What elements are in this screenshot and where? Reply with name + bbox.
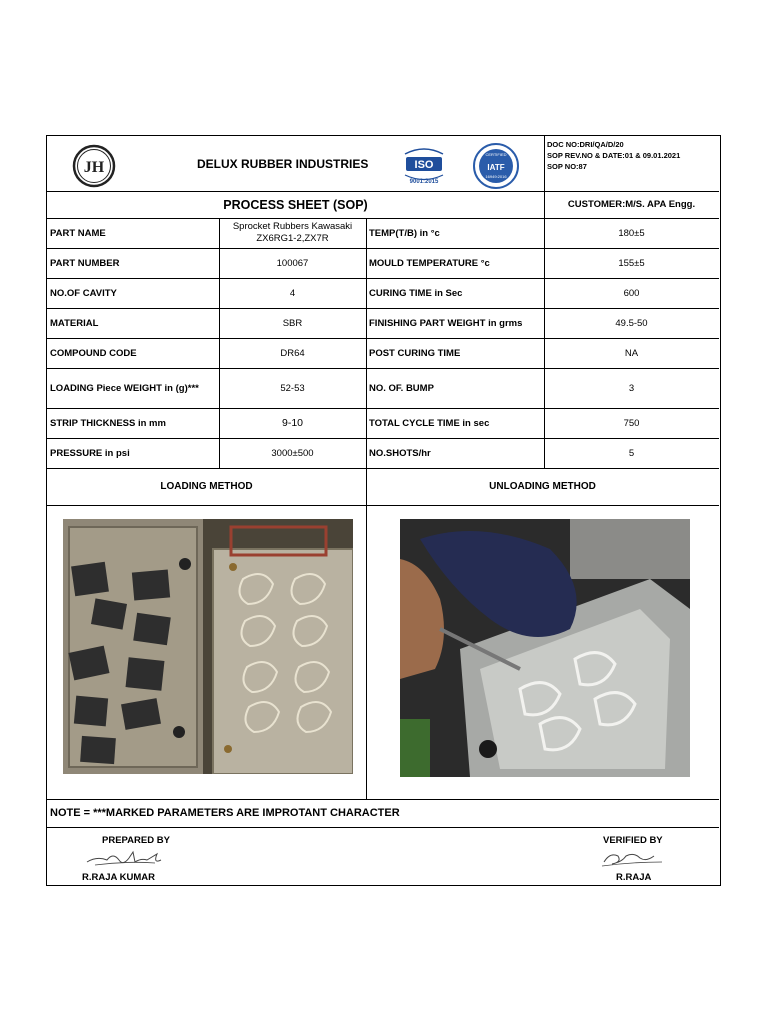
svg-text:ISO: ISO [414,159,434,171]
process-sheet [46,135,721,886]
row-param: CURING TIME in Sec [369,287,463,299]
unloading-method-photo [400,519,690,777]
prepared-by-signature [85,848,175,870]
verified-by-label: VERIFIED BY [603,834,663,846]
row-value: SBR [282,317,303,329]
row-param-value: 3 [628,382,635,394]
row-value: 52-53 [280,382,305,394]
row-label: COMPOUND CODE [50,347,137,359]
row-label: PART NUMBER [50,257,120,269]
row-param-value: NA [624,347,639,359]
prepared-by-name: R.RAJA KUMAR [82,871,156,883]
svg-text:CERTIFIED: CERTIFIED [485,152,507,157]
row-value: 100067 [276,257,309,269]
row-param: FINISHING PART WEIGHT in grms [369,317,523,329]
svg-text:JH: JH [83,159,105,176]
iatf-badge [471,142,521,190]
verified-by-signature [600,848,670,870]
loading-method-photo [63,519,353,774]
row-value [219,218,366,248]
row-label: MATERIAL [50,317,99,329]
row-param-value: 600 [623,287,640,299]
row-param: TOTAL CYCLE TIME in sec [369,417,490,429]
row-label: STRIP THICKNESS in mm [50,417,166,429]
row-label: PART NAME [50,227,106,239]
row-value: 3000±500 [271,447,314,459]
row-param-value: 5 [628,447,635,459]
sop-rev: SOP REV.NO & DATE:01 & 09.01.2021 [547,151,681,160]
svg-text:16949:2016: 16949:2016 [485,174,507,179]
prepared-by-label: PREPARED BY [102,834,170,846]
svg-text:9001:2015: 9001:2015 [409,179,439,185]
row-param: NO.SHOTS/hr [369,447,431,459]
row-param: POST CURING TIME [369,347,461,359]
note: NOTE = ***MARKED PARAMETERS ARE IMPROTANT CHARACTER [50,807,400,819]
row-label: NO.OF CAVITY [50,287,117,299]
row-param: TEMP(T/B) in °c [369,227,440,239]
row-label: LOADING Piece WEIGHT in (g)*** [50,382,199,394]
loading-method-heading: LOADING METHOD [160,481,253,492]
row-param: NO. OF. BUMP [369,382,434,394]
iso-badge [399,144,449,186]
row-value: 9-10 [281,417,303,429]
row-param: MOULD TEMPERATURE °c [369,257,490,269]
row-param-value: 180±5 [618,227,645,239]
row-param-value: 49.5-50 [615,317,648,329]
page-title: PROCESS SHEET (SOP) [223,197,368,212]
row-param-value: 750 [623,417,640,429]
row-param-value: 155±5 [618,257,645,269]
doc-no: DOC NO:DRI/QA/D/20 [547,140,624,149]
part-name-line: ZX6RG1-2,ZX7R [256,233,329,244]
row-label: PRESSURE in psi [50,447,130,459]
sop-no: SOP NO:87 [547,162,587,171]
divider [47,827,719,828]
doc-info [547,139,717,172]
divider [47,505,719,506]
company-logo [72,144,116,188]
part-name-line: Sprocket Rubbers Kawasaki [232,221,353,232]
row-value: DR64 [280,347,305,359]
row-value: 4 [289,287,296,299]
customer: CUSTOMER:M/S. APA Engg. [567,199,696,210]
svg-text:IATF: IATF [487,163,505,172]
company-name: DELUX RUBBER INDUSTRIES [197,157,369,171]
verified-by-name: R.RAJA [616,871,652,883]
unloading-method-heading: UNLOADING METHOD [489,481,596,492]
